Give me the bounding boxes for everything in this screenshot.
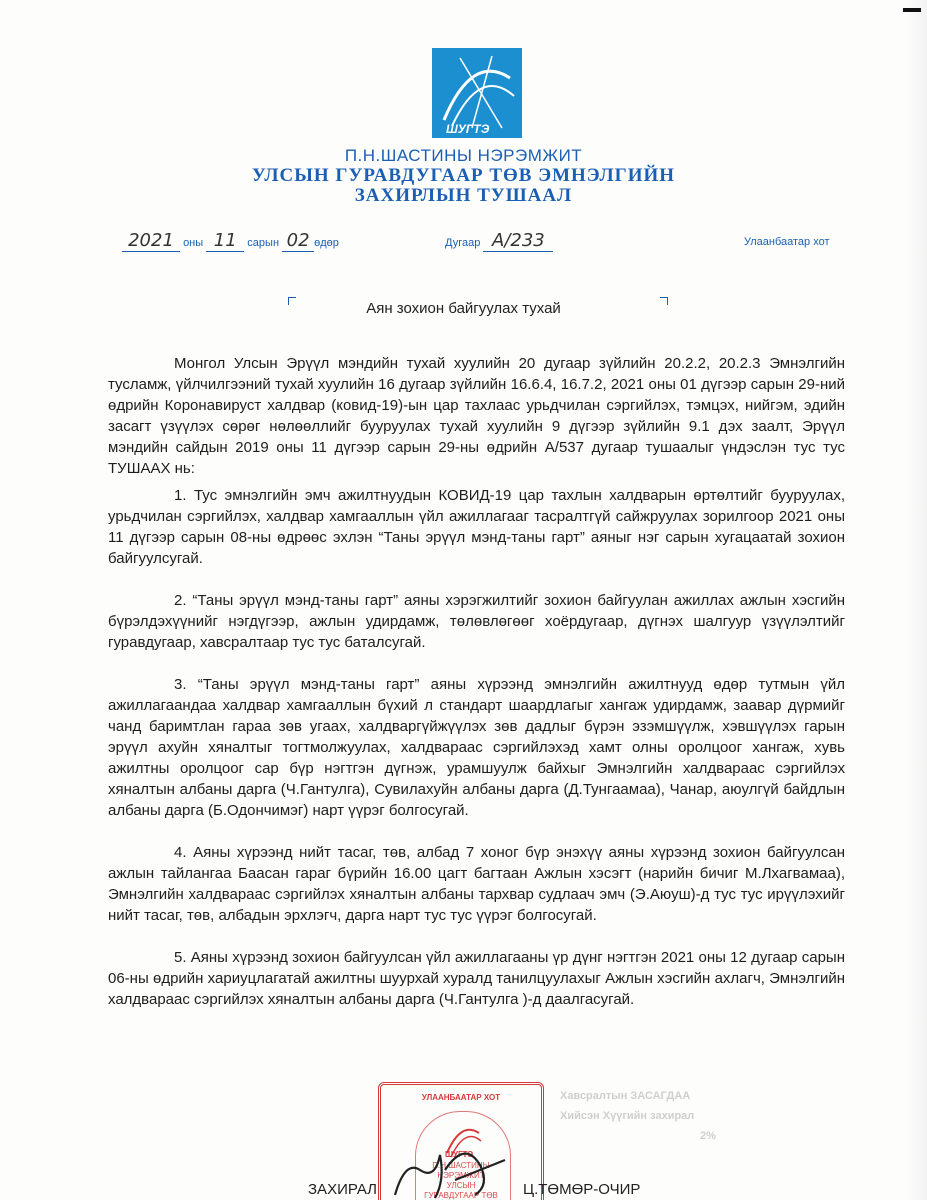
clause-5: 5. Аяны хүрээнд зохион байгуулсан үйл ажиллагааны үр дүнг нэгтгэн 2021 оны 12 дугаар сарын 06-ны өдрийн хариуцлагатай ажилтны шуурхай хуралд танилцуулахыг Ажлын хэсгийн ахлагч, Эмнэлгийн халдвараас сэргийлэх хяналтын албаны дарга (Ч.Гантулга )-д даалгасугай. bbox=[108, 949, 845, 1008]
stamp-line-2: НЭРЭМЖИТ bbox=[437, 1171, 485, 1180]
header-line3: ЗАХИРЛЫН ТУШААЛ bbox=[354, 185, 573, 206]
bleed-through-text-3: 2% bbox=[700, 1130, 716, 1142]
order-number-label: Дугаар bbox=[445, 237, 481, 249]
clause-2: 2. “Таны эрүүл мэнд-таны гарт” аяны хэрэгжилтийг зохион байгуулан ажиллах ажлын хэсгийн бүрэлдэхүүнийг нэгдүгээр, ажлын удирдамж, төлөвлөгөөг хоёрдугаар, дүгнэх шалгуур үзүүлэлтийг гуравдугаар, хавсралтаар тус тус баталсугай. bbox=[108, 592, 845, 651]
logo-text: ШУГТЭ bbox=[446, 122, 490, 136]
date-month-label: сарын bbox=[247, 237, 280, 249]
signature-title: ЗАХИРАЛ bbox=[308, 1181, 378, 1198]
subject-title: Аян зохион байгуулах тухай bbox=[366, 300, 561, 317]
bleed-through-text-2: Хийсэн Хүүгийн захирал bbox=[560, 1110, 695, 1122]
date-day-label: өдөр bbox=[314, 237, 339, 249]
date-day: 02 bbox=[282, 230, 314, 252]
stamp-top-text: УЛААНБААТАР ХОТ bbox=[421, 1093, 501, 1102]
header-line2: УЛСЫН ГУРАВДУГААР ТӨВ ЭМНЭЛГИЙН bbox=[251, 165, 676, 186]
signature-mark bbox=[385, 1140, 525, 1200]
city-label: Улаанбаатар хот bbox=[744, 236, 830, 248]
hospital-logo bbox=[432, 48, 522, 138]
date-year: 2021 bbox=[122, 230, 180, 252]
date-month: 11 bbox=[206, 230, 244, 252]
stamp-line-1: П.Н.ШАСТИНЫ bbox=[432, 1161, 490, 1170]
clause-1: 1. Тус эмнэлгийн эмч ажилтнуудын КОВИД-19 цар тахлын халдварын өртөлтийг бууруулах, урьдчилан сэргийлэх, халдвар хамгааллын үйл ажиллагааг тасралтгүй сайжруулах зорилгоор 2021 оны 11 дүгээр сарын 08-ны өдрөөс эхлэн “Таны эрүүл мэнд-таны гарт” аяныг нэг сарын хугацаатай зохион байгуулсугай. bbox=[108, 487, 845, 567]
date-year-label: оны bbox=[183, 237, 204, 249]
stamp-line-4: ГУРАВДУГААР ТӨВ bbox=[424, 1191, 498, 1200]
order-body bbox=[108, 353, 845, 1010]
edge-mark bbox=[903, 8, 921, 12]
stamp-line-3: УЛСЫН bbox=[446, 1181, 476, 1190]
preamble-paragraph: Монгол Улсын Эрүүл мэндийн тухай хуулийн 20 дугаар зүйлийн 20.2.2, 20.2.3 Эмнэлгийн тусламж, үйлчилгээний тухай хуулийн 16 дугаар зүйлийн 16.6.4, 16.7.2, 2021 оны 01 дүгээр сарын 29-ний өдрийн Коронавируст халдвар (ковид-19)-ын цар тахлаас урьдчилан сэргийлэх, тэмцэх, нийгэм, эдийн засагт үзүүлэх сөрөг нөлөөллийг бууруулах тухай хуулийн 9 дүгээр зүйлийн 9.1 дэх заалт, Эрүүл мэндийн сайдын 2019 оны 11 дүгээр сарын 29-ны өдрийн А/537 дугаар тушаалыг үндэслэн тус тус ТУШААХ нь: bbox=[108, 355, 845, 477]
date-field bbox=[122, 230, 339, 252]
order-number-field bbox=[445, 230, 553, 252]
stamp-logo-text: ШУГТЭ bbox=[445, 1150, 474, 1159]
order-number: А/233 bbox=[483, 230, 553, 252]
bleed-through-text-1: Хавсралтын ЗАСАГДАА bbox=[560, 1090, 691, 1102]
clause-4: 4. Аяны хүрээнд нийт тасаг, төв, албад 7 хоног бүр энэхүү аяны хүрээнд зохион байгуулсан ажлын тайлангаа Баасан гараг бүрийн 16.00 цагт багтаан Ажлын хэсэгт (нарийн бичиг М.Лхагвамаа), Эмнэлгийн халдвараас сэргийлэх хяналтын албаны тархвар судлаач эмч (Э.Аюуш)-д тус тус ирүүлэхийг нийт тасаг, төв, албадын эрхлэгч, дарга нарт тус тус үүрэг болгосугай. bbox=[108, 844, 845, 924]
header-line1: П.Н.ШАСТИНЫ НЭРЭМЖИТ bbox=[344, 146, 583, 165]
clause-3: 3. “Таны эрүүл мэнд-таны гарт” аяны хүрээнд эмнэлгийн ажилтнууд өдөр тутмын үйл ажиллагаандаа халдвар хамгааллын бүхий л стандарт шаардлагыг хангаж удирдамж, заавар дүрмийг чанд баримтлан гараа зөв угаах, халдваргүйжүүлэх зөв дадлыг бүрэн эзэмшүүлж, хэвшүүлэх гарын эрүүл ахуйн хяналтыг тогтмолжуулах, халдвараас сэргийлэхэд хамт олны оролцоог хангаж, хувь ажилтны оролцоог сар бүр нэгтгэн дүгнэж, урамшуулж байхыг Эмнэлгийн халдвараас сэргийлэх хяналтын албаны дарга (Ч.Гантулга), Сувилахуйн албаны дарга (Д.Тунгаамаа), Чанар, аюулгүй байдлын албаны дарга (Б.Одончимэг) нарт үүрэг болгосугай. bbox=[108, 676, 845, 819]
signature-name: Ц.ТӨМӨР-ОЧИР bbox=[523, 1181, 641, 1198]
